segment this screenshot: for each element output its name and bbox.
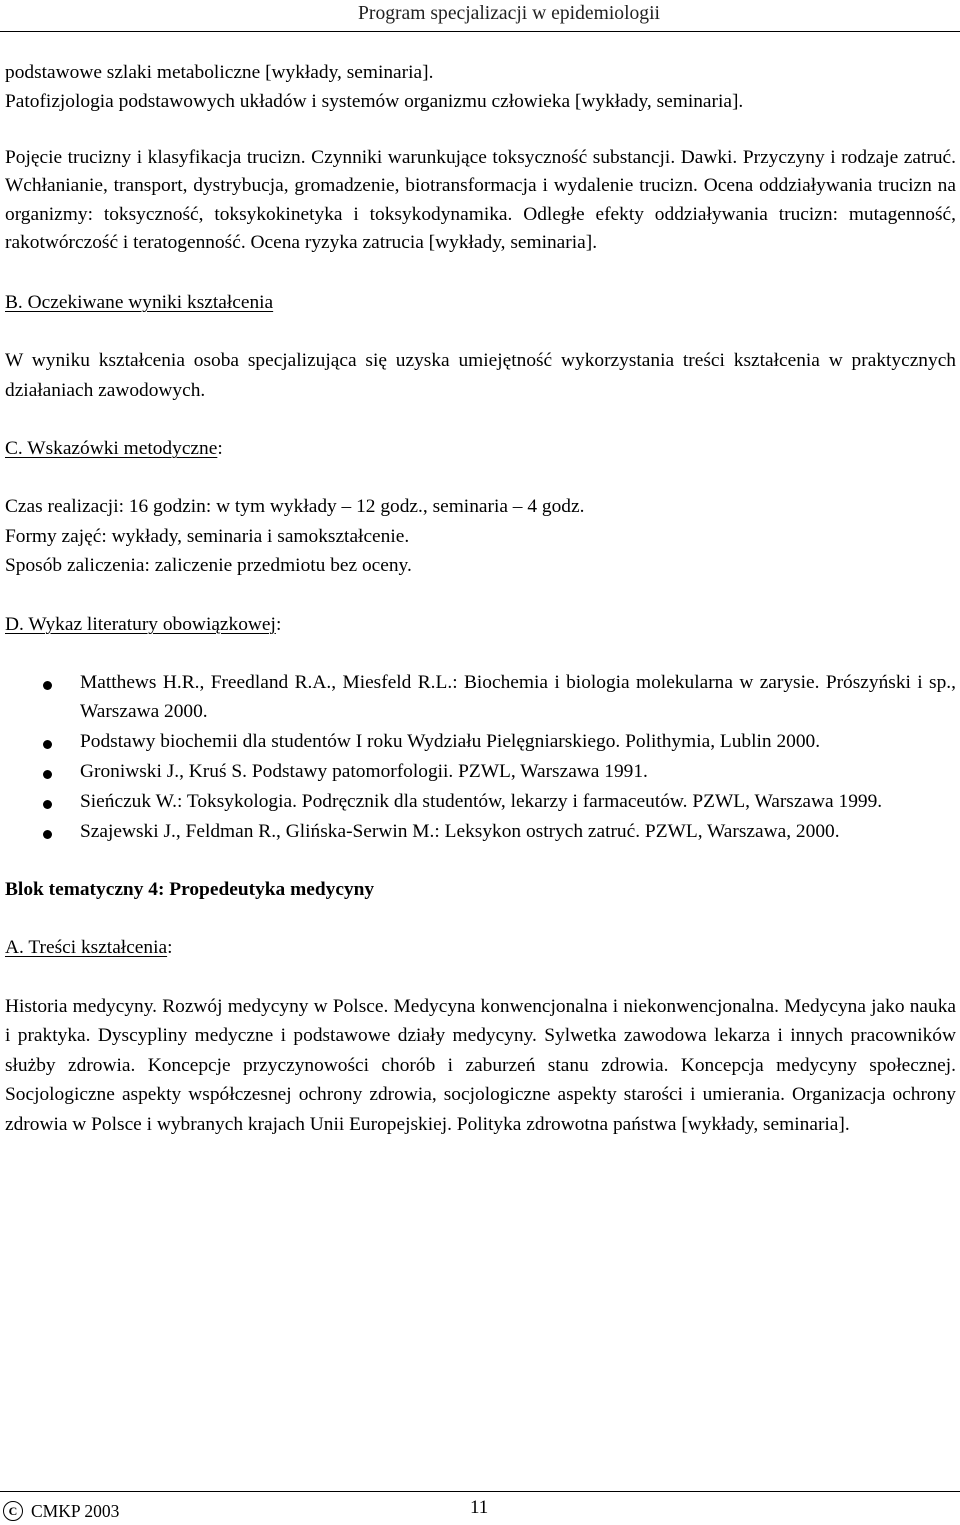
header-rule bbox=[0, 31, 960, 32]
section-c-colon: : bbox=[217, 438, 223, 460]
spacer bbox=[5, 847, 956, 875]
spacer bbox=[5, 963, 956, 992]
section-d-colon: : bbox=[275, 613, 282, 635]
footer-copyright bbox=[3, 1500, 119, 1522]
toxicology-paragraph: Pojęcie trucizny i klasyfikacja trucizn. Czynniki warunkujące toksyczność substancji. Dawki. Przyczyny i rodzaje zatruć. Wchłanianie, transport, dystrybucja, gromadzenie, biotransformacja i wydalenie trucizn. Ocena oddziaływania trucizn na organizmy: toksyczność, toksykokinetyka i toksykodynamika. Odległe efekty oddziaływania trucizn: mutagenność, rakotwórczość i teratogenność. Ocena ryzyka zatrucia [wykłady, seminaria]. bbox=[5, 146, 956, 254]
section-b-text: W wyniku kształcenia osoba specjalizująca się uzyska umiejętność wykorzystania treści kształcenia w praktycznych działaniach zawodowych. bbox=[5, 350, 956, 401]
section-b-heading-text: B. Oczekiwane wyniki kształcenia bbox=[5, 291, 274, 313]
reference-text: Szajewski J., Feldman R., Glińska-Serwin M.: Leksykon ostrych zatruć. PZWL, Warszawa, 2000. bbox=[80, 821, 840, 843]
footer-rule bbox=[0, 1491, 960, 1492]
intro-line-2: Patofizjologia podstawowych układów i systemów organizmu człowieka [wykłady, seminaria]. bbox=[5, 91, 744, 113]
running-header: Program specjalizacji w epidemiologii bbox=[358, 3, 660, 24]
block-4-title: Blok tematyczny 4: Propedeutyka medycyny bbox=[5, 879, 375, 901]
bullet-icon bbox=[43, 800, 52, 809]
block-4-section-a-colon: : bbox=[167, 937, 173, 959]
copyright-icon: C bbox=[3, 1501, 23, 1521]
footer-org: CMKP 2003 bbox=[31, 1501, 120, 1521]
block-4-section-a-heading-text: A. Treści kształcenia bbox=[5, 937, 168, 959]
intro-line-1: podstawowe szlaki metaboliczne [wykłady, seminaria]. bbox=[5, 62, 434, 83]
bullet-icon bbox=[43, 830, 52, 839]
spacer bbox=[5, 258, 956, 288]
list-item bbox=[5, 757, 956, 786]
reference-text: Groniwski J., Kruś S. Podstawy patomorfologii. PZWL, Warszawa 1991. bbox=[80, 761, 648, 783]
section-c-line-1: Czas realizacji: 16 godzin: w tym wykłady – 12 godz., seminaria – 4 godz. bbox=[5, 496, 585, 518]
section-c-heading-text: C. Wskazówki metodyczne bbox=[5, 438, 218, 460]
list-item bbox=[5, 817, 956, 846]
section-b-heading bbox=[5, 288, 956, 317]
list-item bbox=[5, 787, 956, 816]
page-content bbox=[5, 58, 956, 1139]
bullet-icon bbox=[43, 770, 52, 779]
bullet-icon bbox=[43, 681, 52, 690]
spacer bbox=[5, 405, 956, 434]
list-item bbox=[5, 668, 956, 726]
section-c-line-2: Formy zajęć: wykłady, seminaria i samokształcenie. bbox=[5, 525, 410, 547]
spacer bbox=[5, 904, 956, 933]
spacer bbox=[5, 117, 956, 144]
list-item bbox=[5, 727, 956, 756]
spacer bbox=[5, 581, 956, 610]
reference-text: Sieńczuk W.: Toksykologia. Podręcznik dla studentów, lekarzy i farmaceutów. PZWL, Warszawa 1999. bbox=[80, 791, 883, 813]
block-4-section-a-heading bbox=[5, 933, 956, 962]
spacer bbox=[5, 463, 956, 492]
section-c-line-3: Sposób zaliczenia: zaliczenie przedmiotu bez oceny. bbox=[5, 555, 412, 577]
block-4-paragraph: Historia medycyny. Rozwój medycyny w Polsce. Medycyna konwencjonalna i niekonwencjonalna. Medycyna jako nauka i praktyka. Dyscypliny medyczne i podstawowe działy medycyny. Sylwetka zawodowa lekarza i innych pracowników służby zdrowia. Koncepcje przyczynowości chorób i zaburzeń stanu zdrowia. Koncepcja medycyny społecznej. Socjologiczne aspekty współczesnej ochrony zdrowia, socjologiczne aspekty starości i umierania. Organizacja ochrony zdrowia w Polsce i wybranych krajach Unii Europejskiej. Polityka zdrowotna państwa [wykłady, seminaria]. bbox=[5, 995, 956, 1135]
bullet-icon bbox=[43, 740, 52, 749]
section-d-heading bbox=[5, 610, 956, 639]
section-d-heading-text: D. Wykaz literatury obowiązkowej bbox=[5, 613, 276, 635]
reference-list bbox=[5, 668, 956, 846]
reference-text: Matthews H.R., Freedland R.A., Miesfeld R.L.: Biochemia i biologia molekularna w zarysie. Prószyński i sp., Warszawa 2000. bbox=[80, 672, 956, 723]
section-c-heading bbox=[5, 434, 956, 463]
spacer bbox=[5, 639, 956, 668]
page-number: 11 bbox=[470, 1497, 489, 1518]
reference-text: Podstawy biochemii dla studentów I roku Wydziału Pielęgniarskiego. Polithymia, Lublin 2000. bbox=[80, 731, 821, 753]
spacer bbox=[5, 317, 956, 346]
